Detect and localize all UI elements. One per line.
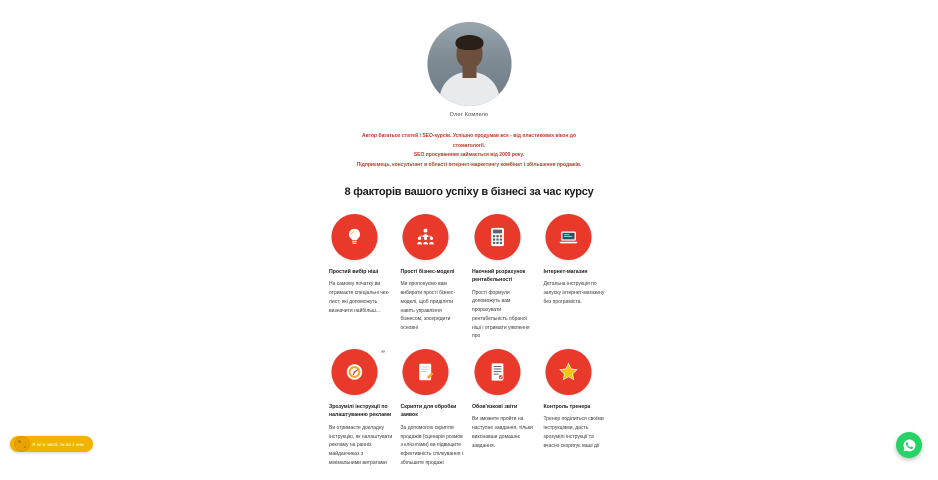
feature-item [401, 214, 465, 341]
author-avatar [427, 22, 511, 106]
feature-text: На самому початку ви отримаєте спеціальні чек-лист, які допоможуть визначити найбільш... [329, 281, 390, 314]
people-group-icon [403, 214, 449, 260]
feature-text: Ви отримаєте докладну інструкцію, як налаштувати рекламу на ранніх майданчиках з мінімальними витратами [329, 424, 393, 466]
feature-item [472, 349, 536, 467]
calculator-icon [474, 214, 520, 260]
target-clock-icon [331, 349, 385, 395]
feature-item [329, 214, 393, 341]
cookie-consent-label: Я не в змозі, як ви з ним [32, 441, 84, 447]
author-bio-line: Автор багатьох статей і SEO-курсів. Успішно продумав все - від пластикових вікон до стоматології. [361, 133, 577, 149]
author-bio-line: Підприємець, консультант в області інтернет-маркетингу комбінат і збільшення продажів. [356, 161, 582, 168]
star-badge-icon [546, 349, 592, 395]
report-icon [474, 349, 520, 395]
feature-text: За допомогою скриптів продажів (сценарія розмов з клієнтами) ви підвищите ефективність спілкування і збільшите продажі [400, 424, 463, 466]
lightbulb-icon [331, 214, 377, 260]
section-title: 8 факторів вашого успіху в бізнесі за час курсу [344, 186, 594, 198]
feature-title: Контроль тренера [543, 404, 591, 411]
content-column [327, 0, 612, 468]
quote-mark: ” [381, 349, 385, 360]
feature-title: Інтернет-магазин [543, 269, 588, 275]
feature-title: Прості бізнес-моделі [400, 269, 455, 275]
feature-text: Тренер поділиться своїми інструкціями, дасть зрозумілі інструкції та вчасно скоригує ваші дії [543, 416, 604, 449]
feature-title: Зрозумілі інструкції по налаштуванню реклами [329, 404, 392, 419]
feature-item [472, 214, 536, 341]
features-grid [329, 214, 609, 468]
feature-title: Скрипти для обробки заявок [400, 404, 457, 419]
author-bio-line: SEO просуванням займається від 2009 року. [413, 152, 525, 158]
feature-text: Детальна інструкція по запуску інтернет-магазину без програміста. [543, 281, 605, 305]
cookie-consent-button[interactable] [10, 436, 93, 452]
feature-text: Ви зможете пройти на наступне завдання, тільки виконавши домашнє завдання. [472, 416, 533, 449]
feature-text: Ми пропонуємо вам вибирати прості бізнес-моделі, щоб приділяти навіть управління бізнесом, зосередити основні [400, 281, 456, 332]
cookie-icon [14, 436, 30, 452]
feature-title: Простий вибір ніші [329, 269, 379, 275]
feature-item [329, 349, 393, 467]
laptop-icon [546, 214, 592, 260]
feature-text: Прості формули допоможуть вам прорахувати рентабельність обраної ніші і отримати уявлення про [472, 289, 530, 340]
author-bio [347, 132, 592, 170]
feature-item [401, 349, 465, 467]
feature-item [544, 214, 608, 341]
feature-item [544, 349, 608, 467]
document-pencil-icon [403, 349, 449, 395]
whatsapp-icon[interactable] [896, 432, 922, 458]
feature-title: Наочний розрахунок рентабельності [472, 269, 526, 284]
author-name: Олег Компело [449, 112, 489, 118]
feature-title: Обов'язкові звіти [472, 404, 518, 411]
avatar-hair [455, 35, 483, 50]
